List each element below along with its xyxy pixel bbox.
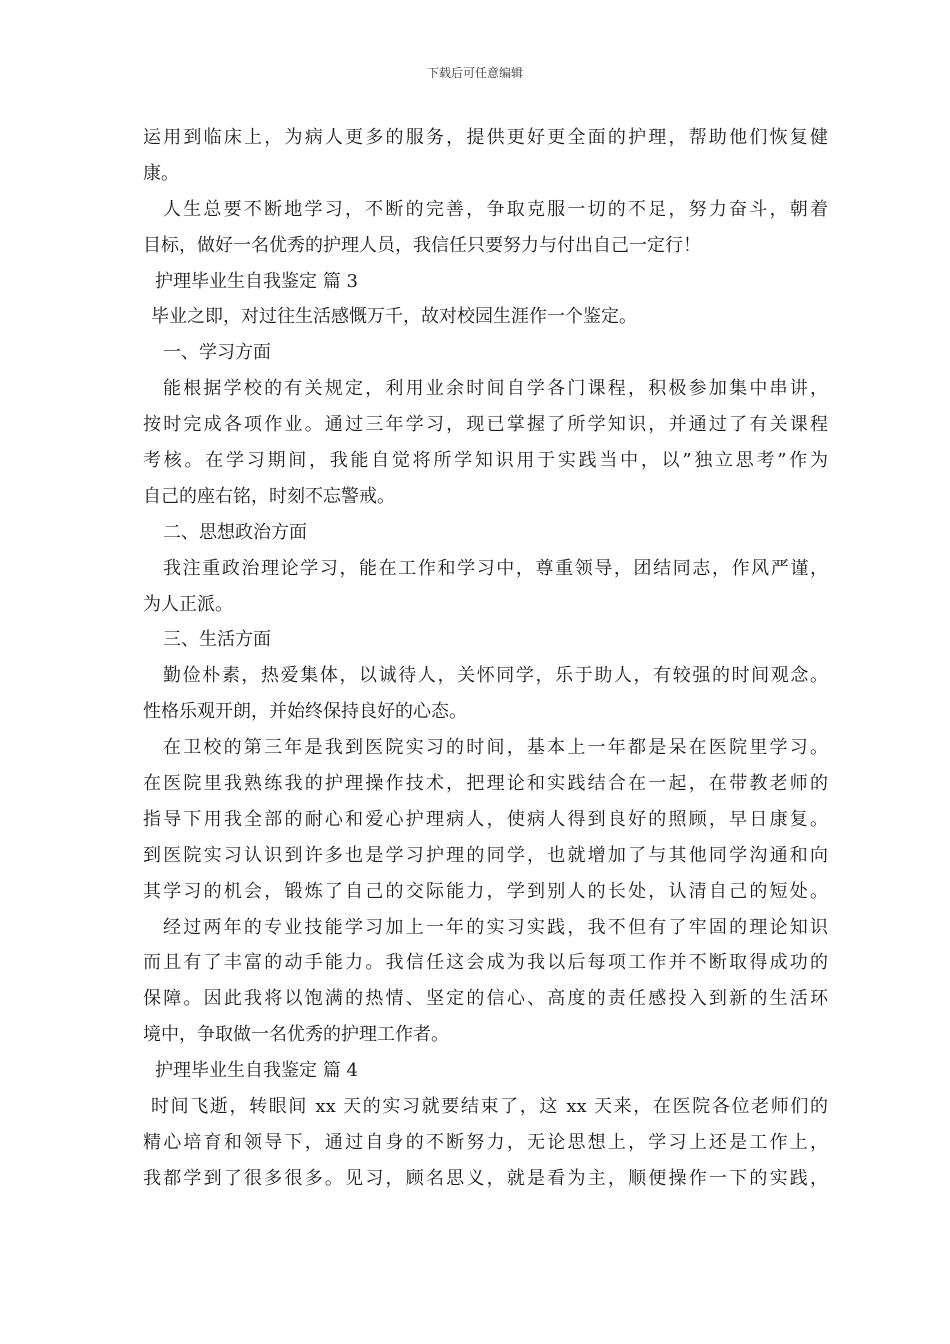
text-line: 康。 (143, 162, 179, 184)
text-line: 三、生活方面 (163, 629, 271, 651)
text-line: 时间飞逝，转眼间 xx 天的实习就要结束了，这 xx 天来，在医院各位老师们的 (151, 1096, 828, 1118)
text-line: 精心培育和领导下，通过自身的不断努力，无论思想上，学习上还是工作上， (143, 1131, 828, 1153)
text-line: 能根据学校的有关规定，利用业余时间自学各门课程，积极参加集中串讲， (163, 378, 828, 400)
text-line: 自己的座右铭，时刻不忘警戒。 (143, 485, 395, 507)
text-line: 而且有了丰富的动手能力。我信任这会成为我以后每项工作并不断取得成功的 (143, 952, 828, 974)
text-line: 我都学到了很多很多。见习，顾名思义，就是看为主，顺便操作一下的实践， (143, 1167, 828, 1189)
text-line: 二、思想政治方面 (163, 521, 307, 543)
text-line: 在医院里我熟练我的护理操作技术，把理论和实践结合在一起，在带教老师的 (143, 773, 828, 795)
text-line: 毕业之即，对过往生活感慨万千，故对校园生涯作一个鉴定。 (151, 306, 637, 328)
text-line: 境中，争取做一名优秀的护理工作者。 (143, 1024, 449, 1046)
text-line: 性格乐观开朗，并始终保持良好的心态。 (143, 701, 467, 723)
text-line: 护理毕业生自我鉴定 篇 4 (155, 1060, 358, 1082)
text-line: 保障。因此我将以饱满的热情、坚定的信心、高度的责任感投入到新的生活环 (143, 988, 828, 1010)
text-line: 我注重政治理论学习，能在工作和学习中，尊重领导，团结同志，作风严谨， (163, 557, 828, 579)
text-line: 经过两年的专业技能学习加上一年的实习实践，我不但有了牢固的理论知识 (163, 916, 828, 938)
text-line: 在卫校的第三年是我到医院实习的时间，基本上一年都是呆在医院里学习。 (163, 737, 828, 759)
text-line: 护理毕业生自我鉴定 篇 3 (155, 270, 358, 292)
text-line: 运用到临床上，为病人更多的服务，提供更好更全面的护理，帮助他们恢复健 (143, 127, 828, 148)
page-header-note: 下载后可任意编辑 (426, 66, 523, 80)
text-line: 指导下用我全部的耐心和爱心护理病人，使病人得到良好的照顾，早日康复。 (143, 808, 828, 830)
text-line: 目标，做好一名优秀的护理人员，我信任只要努力与付出自己一定行！ (143, 234, 701, 256)
text-line: 其学习的机会，锻炼了自己的交际能力，学到别人的长处，认清自己的短处。 (143, 880, 828, 902)
text-line: 一、学习方面 (163, 342, 271, 364)
text-line: 勤俭朴素，热爱集体，以诚待人，关怀同学，乐于助人，有较强的时间观念。 (163, 665, 828, 687)
text-line: 考核。在学习期间，我能自觉将所学知识用于实践当中，以”独立思考”作为 (143, 450, 828, 472)
text-line: 按时完成各项作业。通过三年学习，现已掌握了所学知识，并通过了有关课程 (143, 414, 828, 436)
text-line: 人生总要不断地学习，不断的完善，争取克服一切的不足，努力奋斗，朝着 (163, 198, 828, 220)
text-line: 到医院实习认识到许多也是学习护理的同学，也就增加了与其他同学沟通和向 (143, 844, 828, 866)
text-line: 为人正派。 (143, 593, 233, 615)
document-body (143, 120, 828, 1197)
